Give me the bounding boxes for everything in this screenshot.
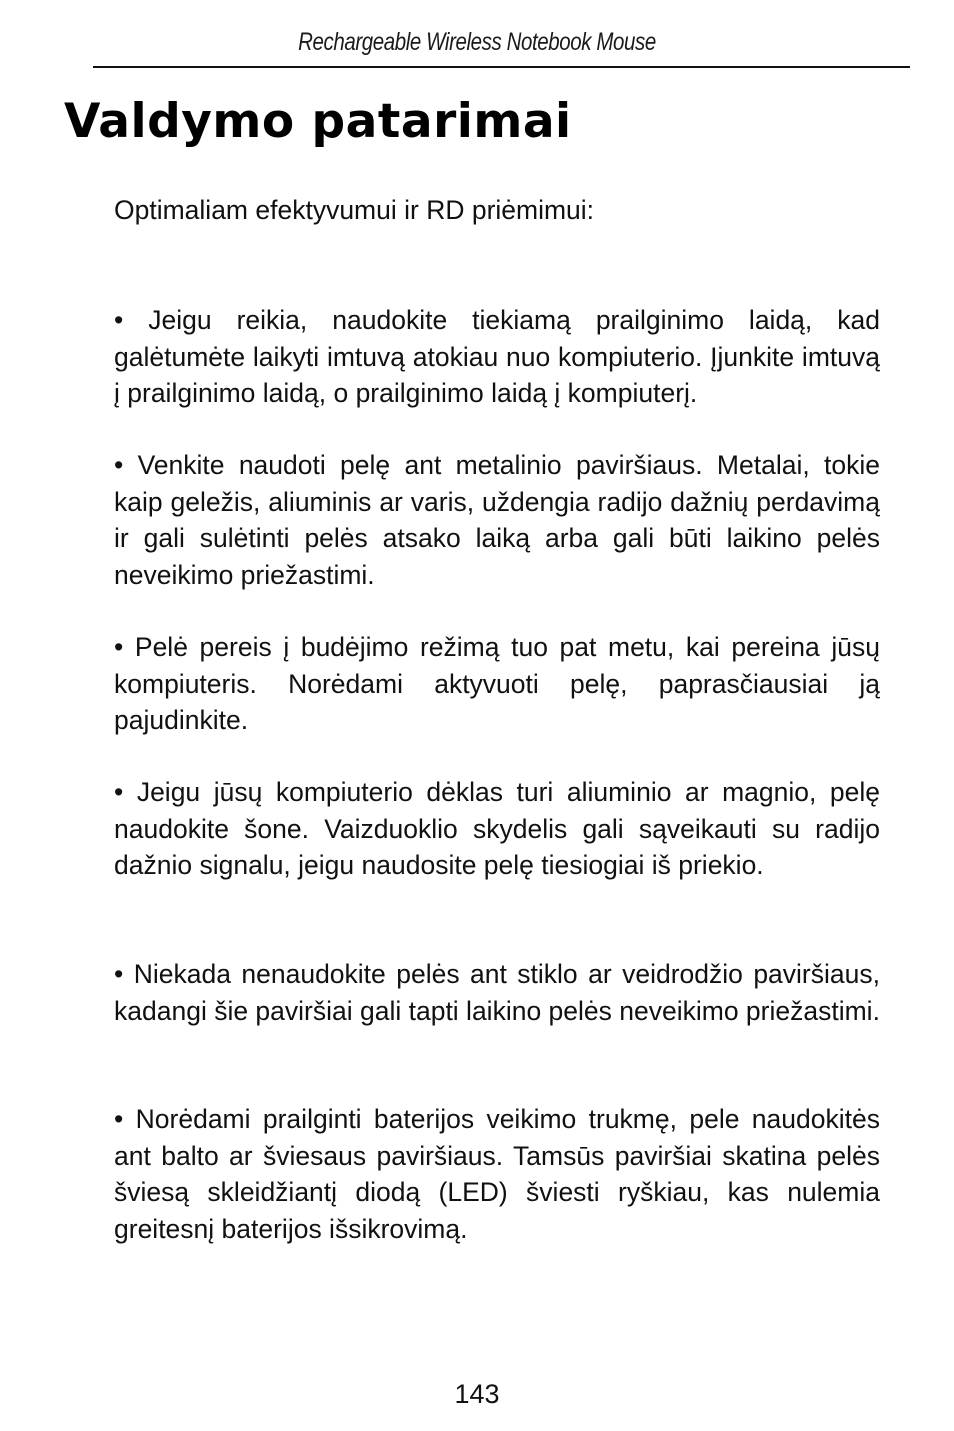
tip-paragraph-standby-mode: • Pelė pereis į budėjimo režimą tuo pat metu, kai pereina jūsų kompiuteris. Norėdami aktyvuoti pelę, paprasčiausiai ją pajudinkite. (114, 632, 880, 735)
running-header-title: Rechargeable Wireless Notebook Mouse (298, 28, 656, 56)
tip-paragraph-laptop-case: • Jeigu jūsų kompiuterio dėklas turi aliuminio ar magnio, pelę naudokite šone. Vaizduoklio skydelis gali sąveikauti su radijo dažnio signalu, jeigu naudosite pelę tiesiogiai iš priekio. (114, 777, 880, 880)
tip-paragraph-extension-cable: • Jeigu reikia, naudokite tiekiamą prailginimo laidą, kad galėtumėte laikyti imtuvą atokiau nuo kompiuterio. Įjunkite imtuvą į prailginimo laidą, o prailginimo laidą į kompiuterį. (114, 305, 880, 408)
tip-paragraph-battery-life: • Norėdami prailginti baterijos veikimo trukmę, pele naudokitės ant balto ar šviesaus paviršiaus. Tamsūs paviršiai skatina pelės šviesą skleidžiantį diodą (LED) šviesti ryškiau, kas nulemia greitesnį baterijos išsikrovimą. (114, 1104, 880, 1244)
tip-paragraph-metal-surface: • Venkite naudoti pelę ant metalinio paviršiaus. Metalai, tokie kaip geležis, aliuminis ar varis, uždengia radijo dažnių perdavimą ir gali sulėtinti pelės atsako laiką arba gali būti laikino pelės neveikimo priežastimi. (114, 450, 880, 590)
page-number: 143 (454, 1379, 500, 1409)
intro-paragraph: Optimaliam efektyvumui ir RD priėmimui: (114, 195, 595, 225)
tip-paragraph-glass-surface: • Niekada nenaudokite pelės ant stiklo ar veidrodžio paviršiaus, kadangi šie paviršiai gali tapti laikino pelės neveikimo priežastimi. (114, 959, 880, 1026)
header-divider (93, 66, 910, 68)
page-title: Valdymo patarimai (64, 94, 572, 149)
